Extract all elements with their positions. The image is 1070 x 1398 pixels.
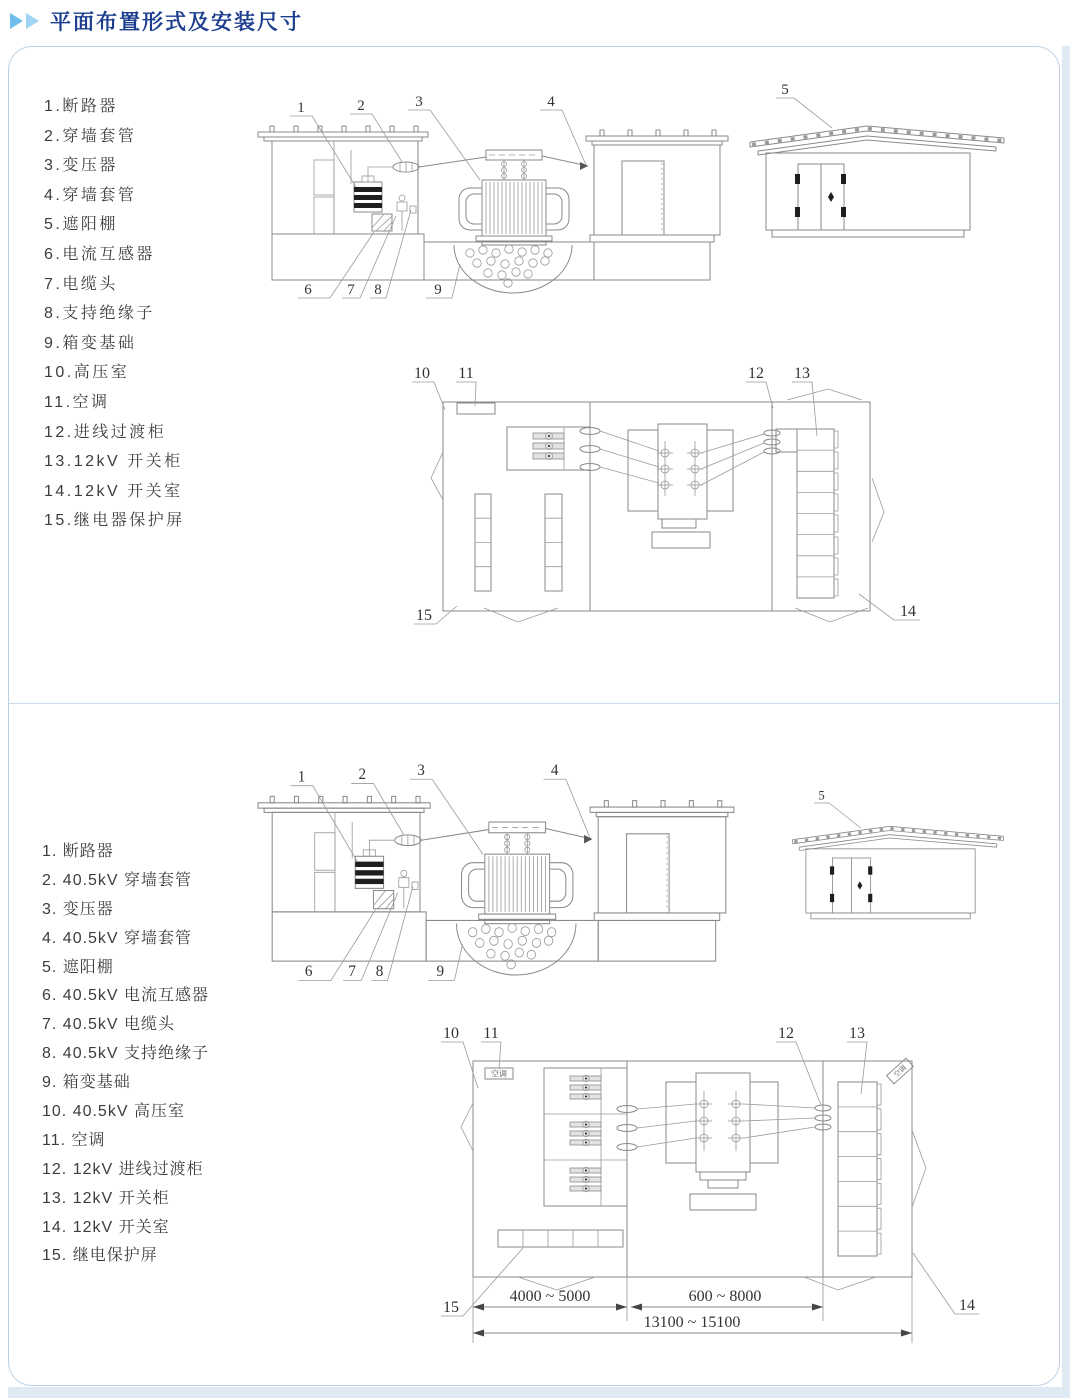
legend-item: 7.电缆头 bbox=[44, 275, 118, 293]
legend-item: 8.支持绝缘子 bbox=[44, 305, 155, 323]
callout-number: 15 bbox=[443, 1299, 459, 1316]
dimension-label-total: 13100 ~ 15100 bbox=[643, 1314, 741, 1331]
legend-item: 6. 40.5kV 电流互感器 bbox=[42, 987, 210, 1005]
legend-item: 7. 40.5kV 电缆头 bbox=[42, 1016, 176, 1034]
elevation-drawing-bottom bbox=[256, 760, 742, 990]
legend-item: 14. 12kV 开关室 bbox=[42, 1218, 170, 1236]
callout-number: 4 bbox=[547, 94, 555, 110]
switchgear-cabinets bbox=[838, 1082, 881, 1256]
hv-terminals bbox=[696, 1100, 744, 1142]
callout-number: 5 bbox=[781, 82, 789, 98]
callout-number: 15 bbox=[416, 607, 432, 624]
callout-number: 13 bbox=[849, 1025, 865, 1042]
callout-number: 11 bbox=[483, 1025, 499, 1042]
legend-item: 13. 12kV 开关柜 bbox=[42, 1189, 170, 1207]
legend-item: 15.继电器保护屏 bbox=[44, 512, 185, 530]
legend-item: 4. 40.5kV 穿墙套管 bbox=[42, 929, 193, 947]
callout-number: 12 bbox=[748, 365, 764, 382]
shade-canopy-drawing-bottom bbox=[786, 788, 1010, 938]
callout-number: 14 bbox=[900, 603, 916, 620]
callout-number: 3 bbox=[415, 94, 423, 110]
hv-switch-equipment bbox=[544, 1068, 627, 1206]
legend-item: 10. 40.5kV 高压室 bbox=[42, 1103, 185, 1121]
legend-item: 4.穿墙套管 bbox=[44, 186, 137, 204]
page-edge-bottom bbox=[8, 1387, 1062, 1398]
callout-number: 9 bbox=[436, 962, 445, 981]
page-title: 平面布置形式及安装尺寸 bbox=[50, 11, 303, 34]
air-conditioner bbox=[457, 403, 495, 414]
shade-canopy-drawing-top bbox=[742, 80, 1012, 260]
chevron-right-icon bbox=[10, 13, 23, 29]
legend-bottom bbox=[42, 838, 209, 1271]
callout-number: 12 bbox=[778, 1025, 794, 1042]
callout-number: 10 bbox=[443, 1025, 459, 1042]
ac-label: 空调 bbox=[491, 1069, 507, 1079]
callout-number: 14 bbox=[959, 1297, 975, 1314]
legend-item: 3.变压器 bbox=[44, 157, 118, 175]
legend-item: 10.高压室 bbox=[44, 364, 130, 382]
callout-number: 7 bbox=[348, 962, 356, 981]
callout-number: 2 bbox=[358, 765, 367, 784]
relay-protection-screens bbox=[475, 494, 562, 591]
legend-item: 6.电流互感器 bbox=[44, 245, 155, 263]
legend-item: 11.空调 bbox=[44, 393, 110, 411]
plan-view-drawing-bottom bbox=[424, 1016, 984, 1361]
callout-number: 10 bbox=[414, 365, 430, 382]
legend-item: 13.12kV 开关柜 bbox=[44, 453, 183, 471]
page-edge-right bbox=[1062, 46, 1070, 1398]
chevron-right-icon bbox=[26, 13, 39, 29]
callout-number: 9 bbox=[434, 282, 442, 298]
dimension-label-middle: 600 ~ 8000 bbox=[688, 1288, 762, 1305]
hv-switch-equipment bbox=[507, 427, 590, 470]
legend-item: 5.遮阳棚 bbox=[44, 216, 118, 234]
legend-item: 2. 40.5kV 穿墙套管 bbox=[42, 871, 193, 889]
callout-number: 6 bbox=[304, 282, 312, 298]
callout-number: 1 bbox=[297, 768, 306, 786]
callout-leader-lines bbox=[441, 1042, 979, 1316]
plan-view-drawing-top bbox=[400, 356, 940, 636]
transformer-plan bbox=[628, 424, 733, 548]
legend-item: 11. 空调 bbox=[42, 1131, 106, 1149]
panel-divider bbox=[9, 703, 1059, 704]
callout-number: 5 bbox=[818, 788, 825, 803]
transformer-plan bbox=[666, 1073, 778, 1210]
legend-item: 12.进线过渡柜 bbox=[44, 423, 167, 441]
callout-number: 2 bbox=[357, 98, 365, 114]
callout-number: 8 bbox=[374, 282, 382, 298]
legend-item: 9.箱变基础 bbox=[44, 334, 137, 352]
callout-number: 7 bbox=[347, 282, 355, 298]
relay-protection-screens bbox=[498, 1230, 623, 1247]
legend-item: 9. 箱变基础 bbox=[42, 1074, 131, 1092]
dimension-label-left: 4000 ~ 5000 bbox=[509, 1288, 591, 1305]
callout-number: 6 bbox=[304, 962, 313, 981]
ac-corner-label: 空调 bbox=[893, 1064, 909, 1080]
callout-number: 3 bbox=[417, 761, 425, 780]
legend-item: 14.12kV 开关室 bbox=[44, 482, 183, 500]
legend-item: 2.穿墙套管 bbox=[44, 127, 137, 145]
page-header bbox=[10, 6, 303, 36]
elevation-drawing-top bbox=[256, 92, 736, 307]
air-conditioner-corner bbox=[887, 1058, 914, 1084]
legend-item: 1. 断路器 bbox=[42, 843, 114, 860]
legend-top bbox=[44, 92, 185, 536]
legend-item: 3. 变压器 bbox=[42, 900, 114, 918]
legend-item: 12. 12kV 进线过渡柜 bbox=[42, 1160, 204, 1178]
enclosure-outline bbox=[473, 1058, 913, 1277]
hv-terminals bbox=[657, 449, 703, 489]
callout-number: 1 bbox=[297, 100, 305, 116]
legend-item: 5. 遮阳棚 bbox=[42, 958, 114, 976]
conductors bbox=[600, 431, 764, 485]
callout-number: 13 bbox=[794, 365, 810, 382]
callout-number: 4 bbox=[550, 761, 559, 780]
legend-item: 8. 40.5kV 支持绝缘子 bbox=[42, 1045, 210, 1063]
legend-item: 15. 继电保护屏 bbox=[42, 1247, 158, 1265]
callout-number: 8 bbox=[375, 962, 384, 981]
conductors bbox=[637, 1104, 815, 1147]
callout-leader-lines bbox=[412, 382, 920, 624]
legend-item: 1.断路器 bbox=[44, 98, 118, 115]
callout-number: 11 bbox=[458, 365, 474, 382]
door-swing-marks bbox=[461, 1103, 926, 1290]
switchgear-cabinets bbox=[776, 429, 838, 598]
wall-bushings bbox=[617, 1105, 831, 1151]
